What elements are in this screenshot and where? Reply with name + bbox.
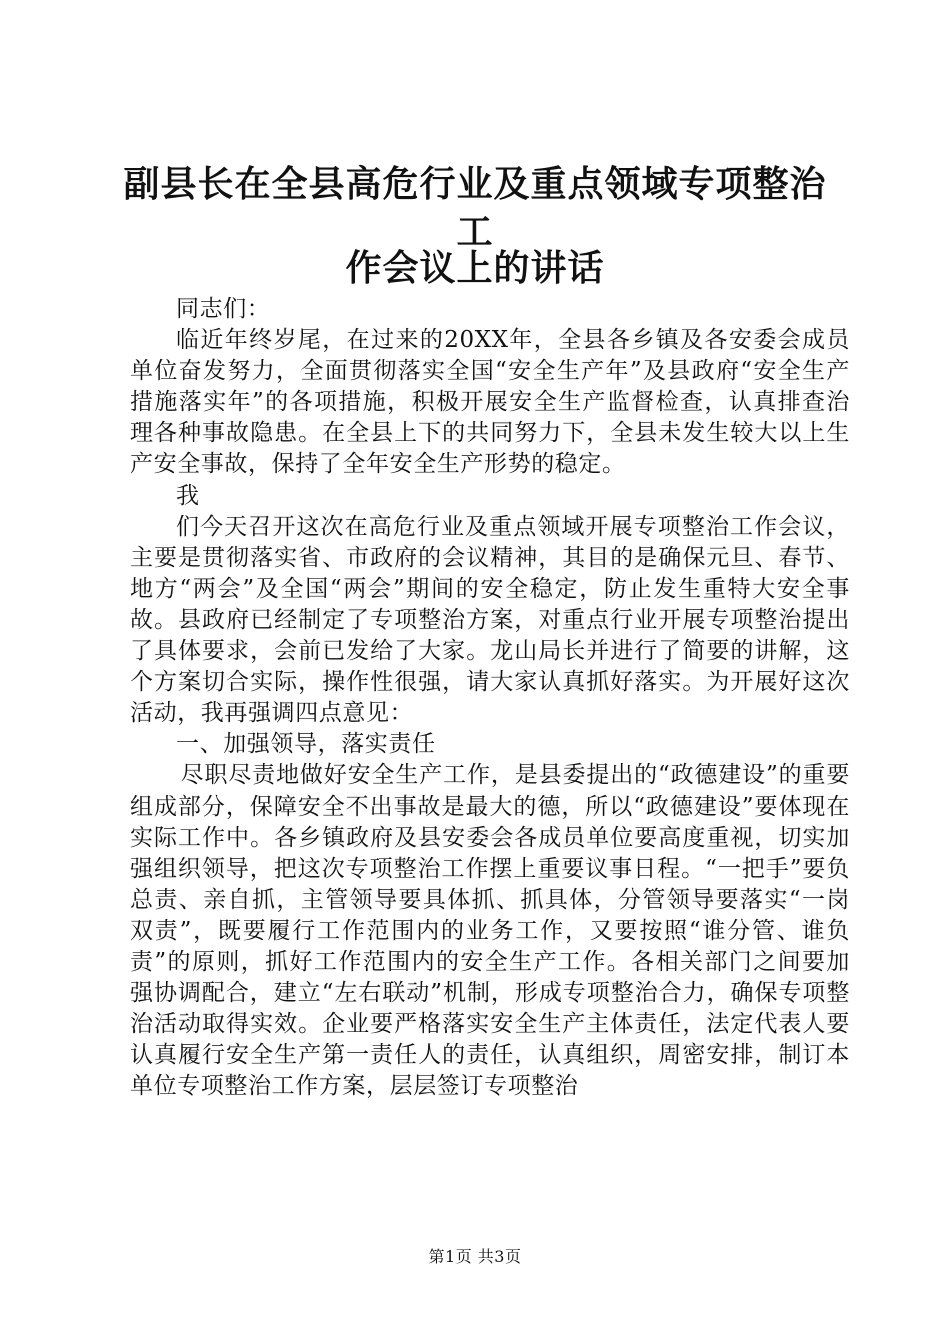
document-title-line-2: 作会议上的讲话 (345, 247, 605, 289)
salutation: 同志们： (176, 296, 271, 322)
document-title-line-1: 副县长在全县高危行业及重点领域专项整治工 (123, 163, 827, 253)
document-body (130, 294, 850, 1102)
body-paragraph: 尽职尽责地做好安全生产工作，是县委提出的“政德建设”的重要组成部分，保障安全不出事故是最大的德，所以“政德建设”要体现在实际工作中。各乡镇政府及县安委会各成员单位要高度重视，切实加强组织领导，把这次专项整治工作摆上重要议事日程。“一把手”要负总责、亲自抓，主管领导要具体抓、抓具体，分管领导要落实“一岗双责”，既要履行工作范围内的业务工作，又要按照“谁分管、谁负责”的原则，抓好工作范围内的安全生产工作。各相关部门之间要加强协调配合，建立“左右联动”机制，形成专项整治合力，确保专项整治活动取得实效。企业要严格落实安全生产主体责任，法定代表人要认真履行安全生产第一责任人的责任，认真组织，周密安排，制订本单位专项整治工作方案，层层签订专项整治 (130, 762, 850, 1100)
body-paragraph: 临近年终岁尾，在过来的20XX年，全县各乡镇及各安委会成员单位奋发努力，全面贯彻落实全国“安全生产年”及县政府“安全生产措施落实年”的各项措施，积极开展安全生产监督检查，认真排查治理各种事故隐患。在全县上下的共同努力下，全县未发生较大以上生产安全事故，保持了全年安全生产形势的稳定。 (130, 327, 850, 478)
body-paragraph: 们今天召开这次在高危行业及重点领域开展专项整治工作会议，主要是贯彻落实省、市政府的会议精神，其目的是确保元旦、春节、地方“两会”及全国“两会”期间的安全稳定，防止发生重特大安全事故。县政府已经制定了专项整治方案，对重点行业开展专项整治提出了具体要求，会前已发给了大家。龙山局长并进行了简要的讲解，这个方案切合实际，操作性很强，请大家认真抓好落实。为开展好这次活动，我再强调四点意见： (130, 513, 850, 727)
section-heading: 一、加强领导，落实责任 (176, 731, 436, 758)
page-footer: 第1页 共3页 (428, 1247, 522, 1266)
body-paragraph-fragment: 我 (176, 482, 200, 509)
